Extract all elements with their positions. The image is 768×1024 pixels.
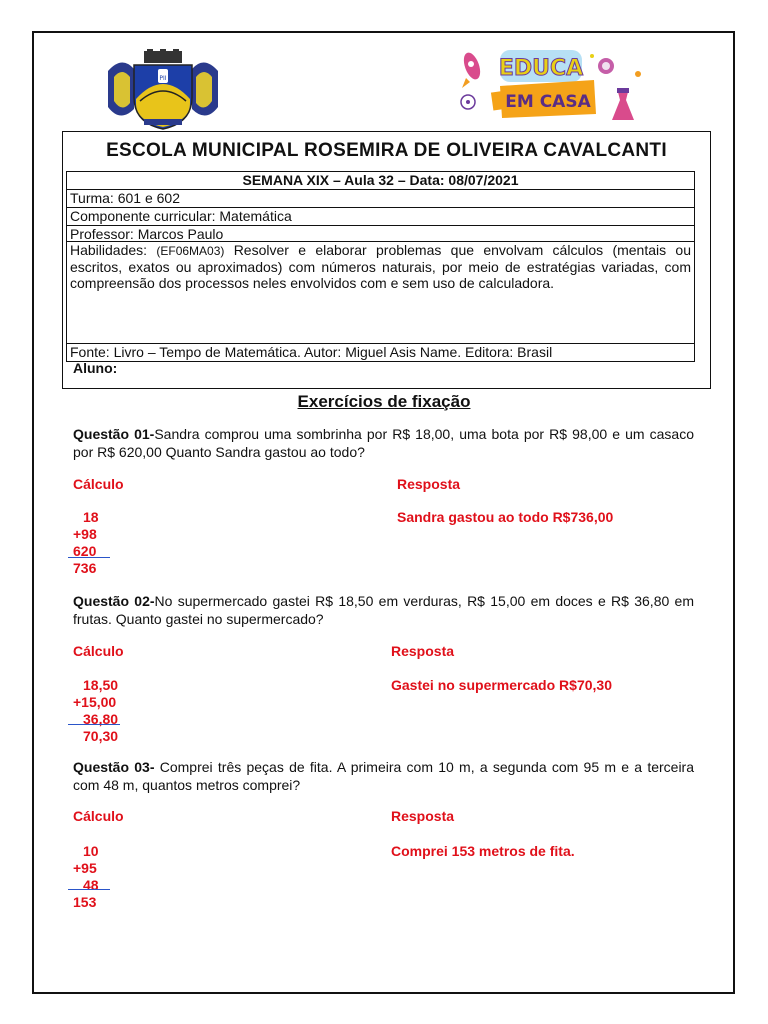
calc-1-line-3: 620	[73, 543, 97, 559]
calc-2-line-2: +15,00	[73, 694, 117, 710]
question-3	[73, 758, 694, 794]
exercises-title: Exercícios de fixação	[297, 392, 471, 411]
question-3-title: Questão 03-	[73, 759, 155, 775]
calculo-label-1: Cálculo	[73, 476, 124, 492]
calc-2-line-3: 36,80	[83, 711, 119, 727]
aluno-label: Aluno:	[73, 360, 118, 376]
calc-3-line-1: 10	[83, 843, 99, 859]
answer-3: Comprei 153 metros de fita.	[391, 843, 575, 859]
calculo-label-2: Cálculo	[73, 643, 124, 659]
calc-3-line-2: +95	[73, 860, 97, 876]
question-1	[73, 425, 694, 461]
question-1-title: Questão 01-	[73, 426, 155, 442]
calc-2-sum-line	[68, 724, 120, 725]
calc-2-line-1: 18,50	[83, 677, 119, 693]
svg-text:EM CASA: EM CASA	[505, 92, 591, 112]
educa-em-casa-logo	[456, 44, 648, 126]
turma-row: Turma: 601 e 602	[66, 189, 695, 208]
calc-1-total: 736	[73, 560, 97, 576]
habilidades-code: (EF06MA03)	[156, 244, 225, 258]
componente-row: Componente curricular: Matemática	[66, 207, 695, 226]
resposta-label-2: Resposta	[391, 643, 455, 659]
question-2-title: Questão 02-	[73, 593, 155, 609]
question-2	[73, 592, 694, 628]
answer-1: Sandra gastou ao todo R$736,00	[397, 509, 614, 525]
calc-3-total: 153	[73, 894, 97, 910]
svg-text:PII: PII	[159, 75, 167, 82]
habilidades-label: Habilidades:	[70, 242, 157, 258]
calc-1-line-2: +98	[73, 526, 97, 542]
question-2-text: No supermercado gastei R$ 18,50 em verduras, R$ 15,00 em doces e R$ 36,80 em frutas. Quanto gastei no supermercado?	[73, 593, 695, 627]
habilidades-text: Resolver e elaborar problemas que envolvam cálculos (mentais ou escritos, exatos ou aproximados) com números naturais, por meio de estratégias variadas, com compreensão dos processos neles envolvidos com e sem uso de calculadora.	[70, 242, 692, 291]
fonte-row: Fonte: Livro – Tempo de Matemática. Autor: Miguel Asis Name. Editora: Brasil	[66, 343, 695, 362]
calc-1-sum-line	[68, 557, 110, 558]
municipal-crest-logo	[104, 49, 222, 131]
question-1-text: Sandra comprou uma sombrinha por R$ 18,00, uma bota por R$ 98,00 e um casaco por R$ 620,00 Quanto Sandra gastou ao todo?	[73, 426, 695, 460]
professor-row: Professor: Marcos Paulo	[66, 225, 695, 242]
calc-3-line-3: 48	[83, 877, 99, 893]
habilidades-row	[66, 241, 695, 344]
calc-3-sum-line	[68, 889, 110, 890]
resposta-label-1: Resposta	[397, 476, 461, 492]
answer-2: Gastei no supermercado R$70,30	[391, 677, 612, 693]
week-info: SEMANA XIX – Aula 32 – Data: 08/07/2021	[66, 171, 695, 190]
svg-text:EDUCA: EDUCA	[498, 56, 584, 81]
calculo-label-3: Cálculo	[73, 808, 124, 824]
school-name: ESCOLA MUNICIPAL ROSEMIRA DE OLIVEIRA CAVALCANTI	[106, 140, 667, 161]
question-3-text: Comprei três peças de fita. A primeira com 10 m, a segunda com 95 m e a terceira com 48 m, quantos metros comprei?	[73, 759, 695, 793]
resposta-label-3: Resposta	[391, 808, 455, 824]
calc-2-total: 70,30	[83, 728, 119, 744]
calc-1-line-1: 18	[83, 509, 99, 525]
